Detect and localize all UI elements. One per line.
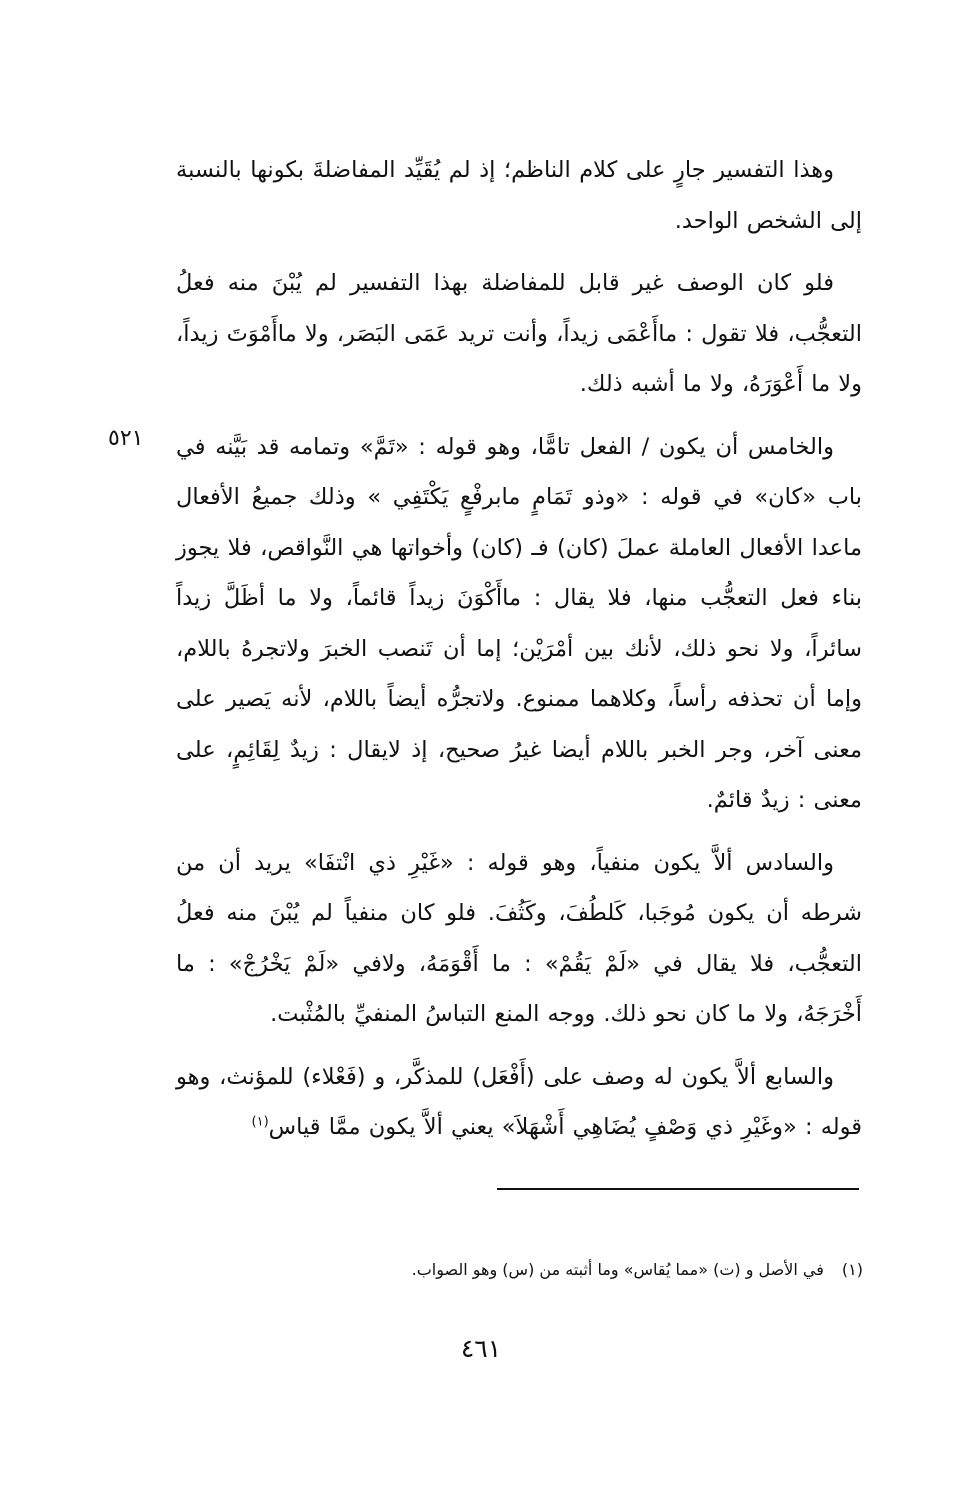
footnote-reference: (١) <box>251 1114 269 1130</box>
footnote-separator <box>497 1188 859 1190</box>
paragraph-4: والسادس ألاَّ يكون منفياً، وهو قوله : «غَيْرِ ذي انْتفَا» يريد أن من شرطه أن يكون مُوجَبا، كَلطُفَ، وكَثُفَ. فلو كان منفياً لم يُبْنَ منه فعلُ التعجُّب، فلا يقال في «لَمْ يَقُمْ» : ما أَقْوَمَهُ، ولافي «لَمْ يَخْرُجْ» : ما أَخْرَجَهُ، ولا ما كان نحو ذلك. ووجه المنع التباسُ المنفيِّ بالمُثْبت. <box>176 849 862 1027</box>
footnote <box>318 1258 863 1282</box>
footnote-text: في الأصل و (ت) «مما يُقاس» وما أثبته من (س) وهو الصواب. <box>411 1260 824 1279</box>
footnote-number: (١) <box>841 1260 863 1279</box>
paragraph-5-text: والسابع ألاَّ يكون له وصف على (أَفْعَل) للمذكَّر، و (فَعْلاء) للمؤنث، وهو قوله : «وغَيْرِ ذي وَصْفٍ يُضَاهِي أَشْهَلاَ» يعني ألاَّ يكون ممَّا قياس <box>176 1063 862 1140</box>
paragraph-2: فلو كان الوصف غير قابل للمفاضلة بهذا التفسير لم يُبْنَ منه فعلُ التعجُّب، فلا تقول : ماأَعْمَى زيداً، وأنت تريد عَمَى البَصَر، ولا ماأَمْوَتَ زيداً، ولا ما أَعْوَرَهُ، ولا ما أشبه ذلك. <box>176 270 862 397</box>
margin-folio-number: ٥٢١ <box>108 426 144 451</box>
paragraph-1: وهذا التفسير جارٍ على كلام الناظم؛ إذ لم يُقَيِّد المفاضلةَ بكونها بالنسبة إلى الشخص الواحد. <box>176 157 862 234</box>
page-number: ٤٦١ <box>460 1334 502 1363</box>
paragraph-5 <box>176 1052 862 1153</box>
paragraph-3: والخامس أن يكون / الفعل تامًّا، وهو قوله : «تَمَّ» وتمامه قد بَيَّنه في باب «كان» في قوله : «وذو تَمَامٍ مابرفْعٍ يَكْتَفِي » وذلك جميعُ الأفعال ماعدا الأفعال العاملة عملَ (كان) فـ (كان) وأخواتها هي النَّواقص، فلا يجوز بناء فعل التعجُّب منها، فلا يقال : ماأَكْوَنَ زيداً قائماً، ولا ما أظَلَّ زيداً سائراً، ولا نحو ذلك، لأنك بين أمْرَيْن؛ إما أن تَنصب الخبرَ ولاتجرهُ باللام، وإما أن تحذفه رأساً، وكلاهما ممنوع. ولاتجرُّه أيضاً باللام، لأنه يَصير على معنى آخر، وجر الخبر باللام أيضا غيرُ صحيح، إذ لايقال : زيدٌ لِقَائِمٍ، على معنى : زيدٌ قائمٌ. <box>176 433 862 813</box>
main-text <box>176 145 862 1153</box>
